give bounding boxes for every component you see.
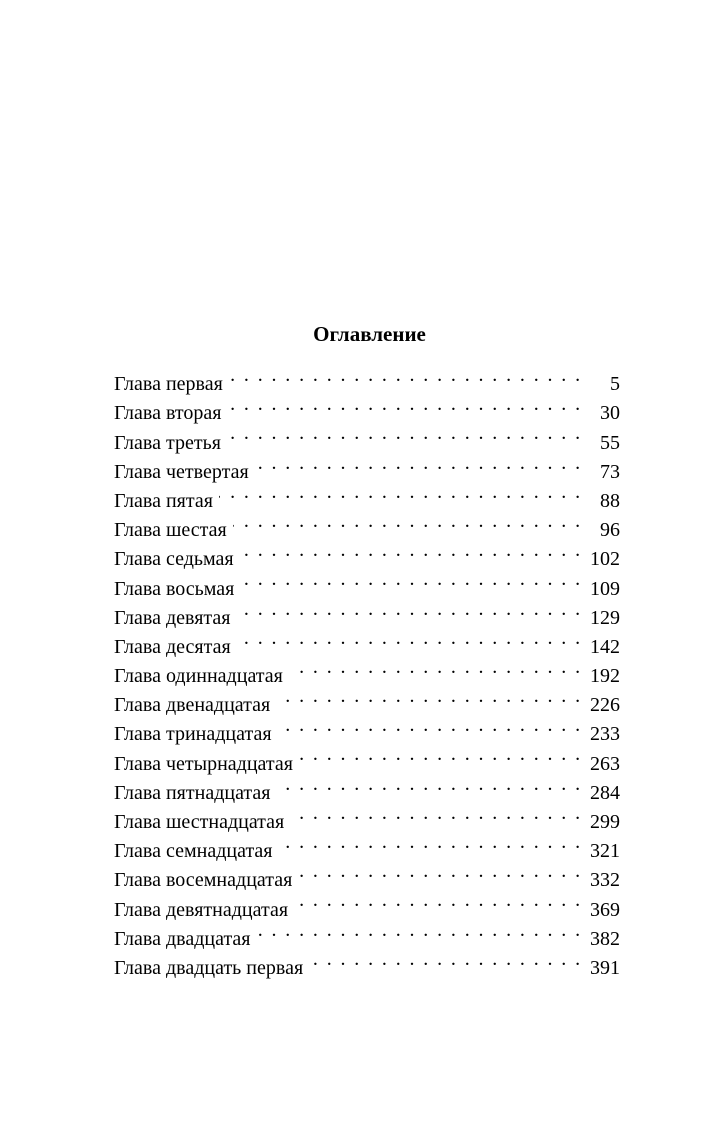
toc-chapter-title: Глава девятая <box>114 606 231 629</box>
toc-dot-leader <box>233 507 582 536</box>
toc-page-number: 88 <box>600 489 620 512</box>
toc-dot-leader <box>289 653 582 682</box>
toc-dot-leader <box>240 536 582 565</box>
toc-chapter-title: Глава двадцать первая <box>114 956 304 979</box>
toc-dot-leader <box>299 740 582 769</box>
toc-chapter-title: Глава третья <box>114 431 221 454</box>
toc-page-number: 226 <box>590 694 620 717</box>
toc-dot-leader <box>294 886 582 915</box>
toc-dot-leader <box>227 419 582 448</box>
toc-dot-leader <box>236 595 582 624</box>
toc-chapter-title: Глава восьмая <box>114 577 235 600</box>
toc-chapter-title: Глава первая <box>114 373 223 396</box>
toc-dot-leader <box>255 449 582 478</box>
toc-page-number: 284 <box>590 781 620 804</box>
toc-page-number: 332 <box>590 869 620 892</box>
toc-chapter-title: Глава двенадцатая <box>114 694 271 717</box>
toc-page-number: 30 <box>600 402 620 425</box>
toc-chapter-title: Глава семнадцатая <box>114 840 273 863</box>
toc-dot-leader <box>219 478 582 507</box>
toc-page-number: 299 <box>590 811 620 833</box>
toc-chapter-title: Глава двадцатая <box>114 927 251 950</box>
toc-dot-leader <box>279 828 582 857</box>
toc-chapter-title: Глава седьмая <box>114 548 234 571</box>
toc-title: Оглавление <box>313 322 426 346</box>
toc-dot-leader <box>309 945 582 974</box>
toc-page-number: 369 <box>590 898 620 921</box>
toc-page-number: 102 <box>590 548 620 571</box>
toc-page-number: 321 <box>590 840 620 863</box>
toc-dot-leader <box>298 857 582 886</box>
toc-chapter-title: Глава шестая <box>114 519 227 542</box>
toc-page-number: 5 <box>610 373 620 396</box>
toc-dot-leader <box>240 565 582 594</box>
toc-page-number: 382 <box>590 927 620 950</box>
toc-dot-leader <box>278 711 582 740</box>
toc-chapter-title: Глава вторая <box>114 402 222 425</box>
toc-dot-leader <box>227 390 582 419</box>
toc-page-number: 192 <box>590 665 620 688</box>
toc-chapter-title: Глава пятая <box>114 489 213 512</box>
toc-page-number: 73 <box>600 460 620 483</box>
toc-chapter-title: Глава пятнадцатая <box>114 781 271 804</box>
toc-dot-leader <box>277 770 583 799</box>
toc-chapter-title: Глава четвертая <box>114 460 249 483</box>
toc-chapter-title: Глава четырнадцатая <box>114 752 293 775</box>
toc-chapter-title: Глава шестнадцатая <box>114 811 285 833</box>
toc-chapter-title: Глава тринадцатая <box>114 723 272 746</box>
toc-dot-leader <box>229 361 582 390</box>
toc-page-number: 96 <box>600 519 620 542</box>
toc-entry[interactable] <box>114 361 620 396</box>
toc-page-number: 142 <box>590 635 620 658</box>
toc-chapter-title: Глава десятая <box>114 635 231 658</box>
toc-page-number: 391 <box>590 956 620 979</box>
toc-page-number: 129 <box>590 606 620 629</box>
toc-page-number: 55 <box>600 431 620 454</box>
toc-page-number: 233 <box>590 723 620 746</box>
toc-dot-leader <box>257 916 582 945</box>
toc-page-number: 109 <box>590 577 620 600</box>
toc-chapter-title: Глава восемнадцатая <box>114 869 293 892</box>
toc-list <box>114 361 620 979</box>
toc-chapter-title: Глава одиннадцатая <box>114 665 283 688</box>
toc-dot-leader <box>276 682 582 711</box>
toc-dot-leader <box>290 799 582 828</box>
toc-page-number: 263 <box>590 752 620 775</box>
toc-dot-leader <box>237 624 582 653</box>
toc-chapter-title: Глава девятнадцатая <box>114 898 289 921</box>
